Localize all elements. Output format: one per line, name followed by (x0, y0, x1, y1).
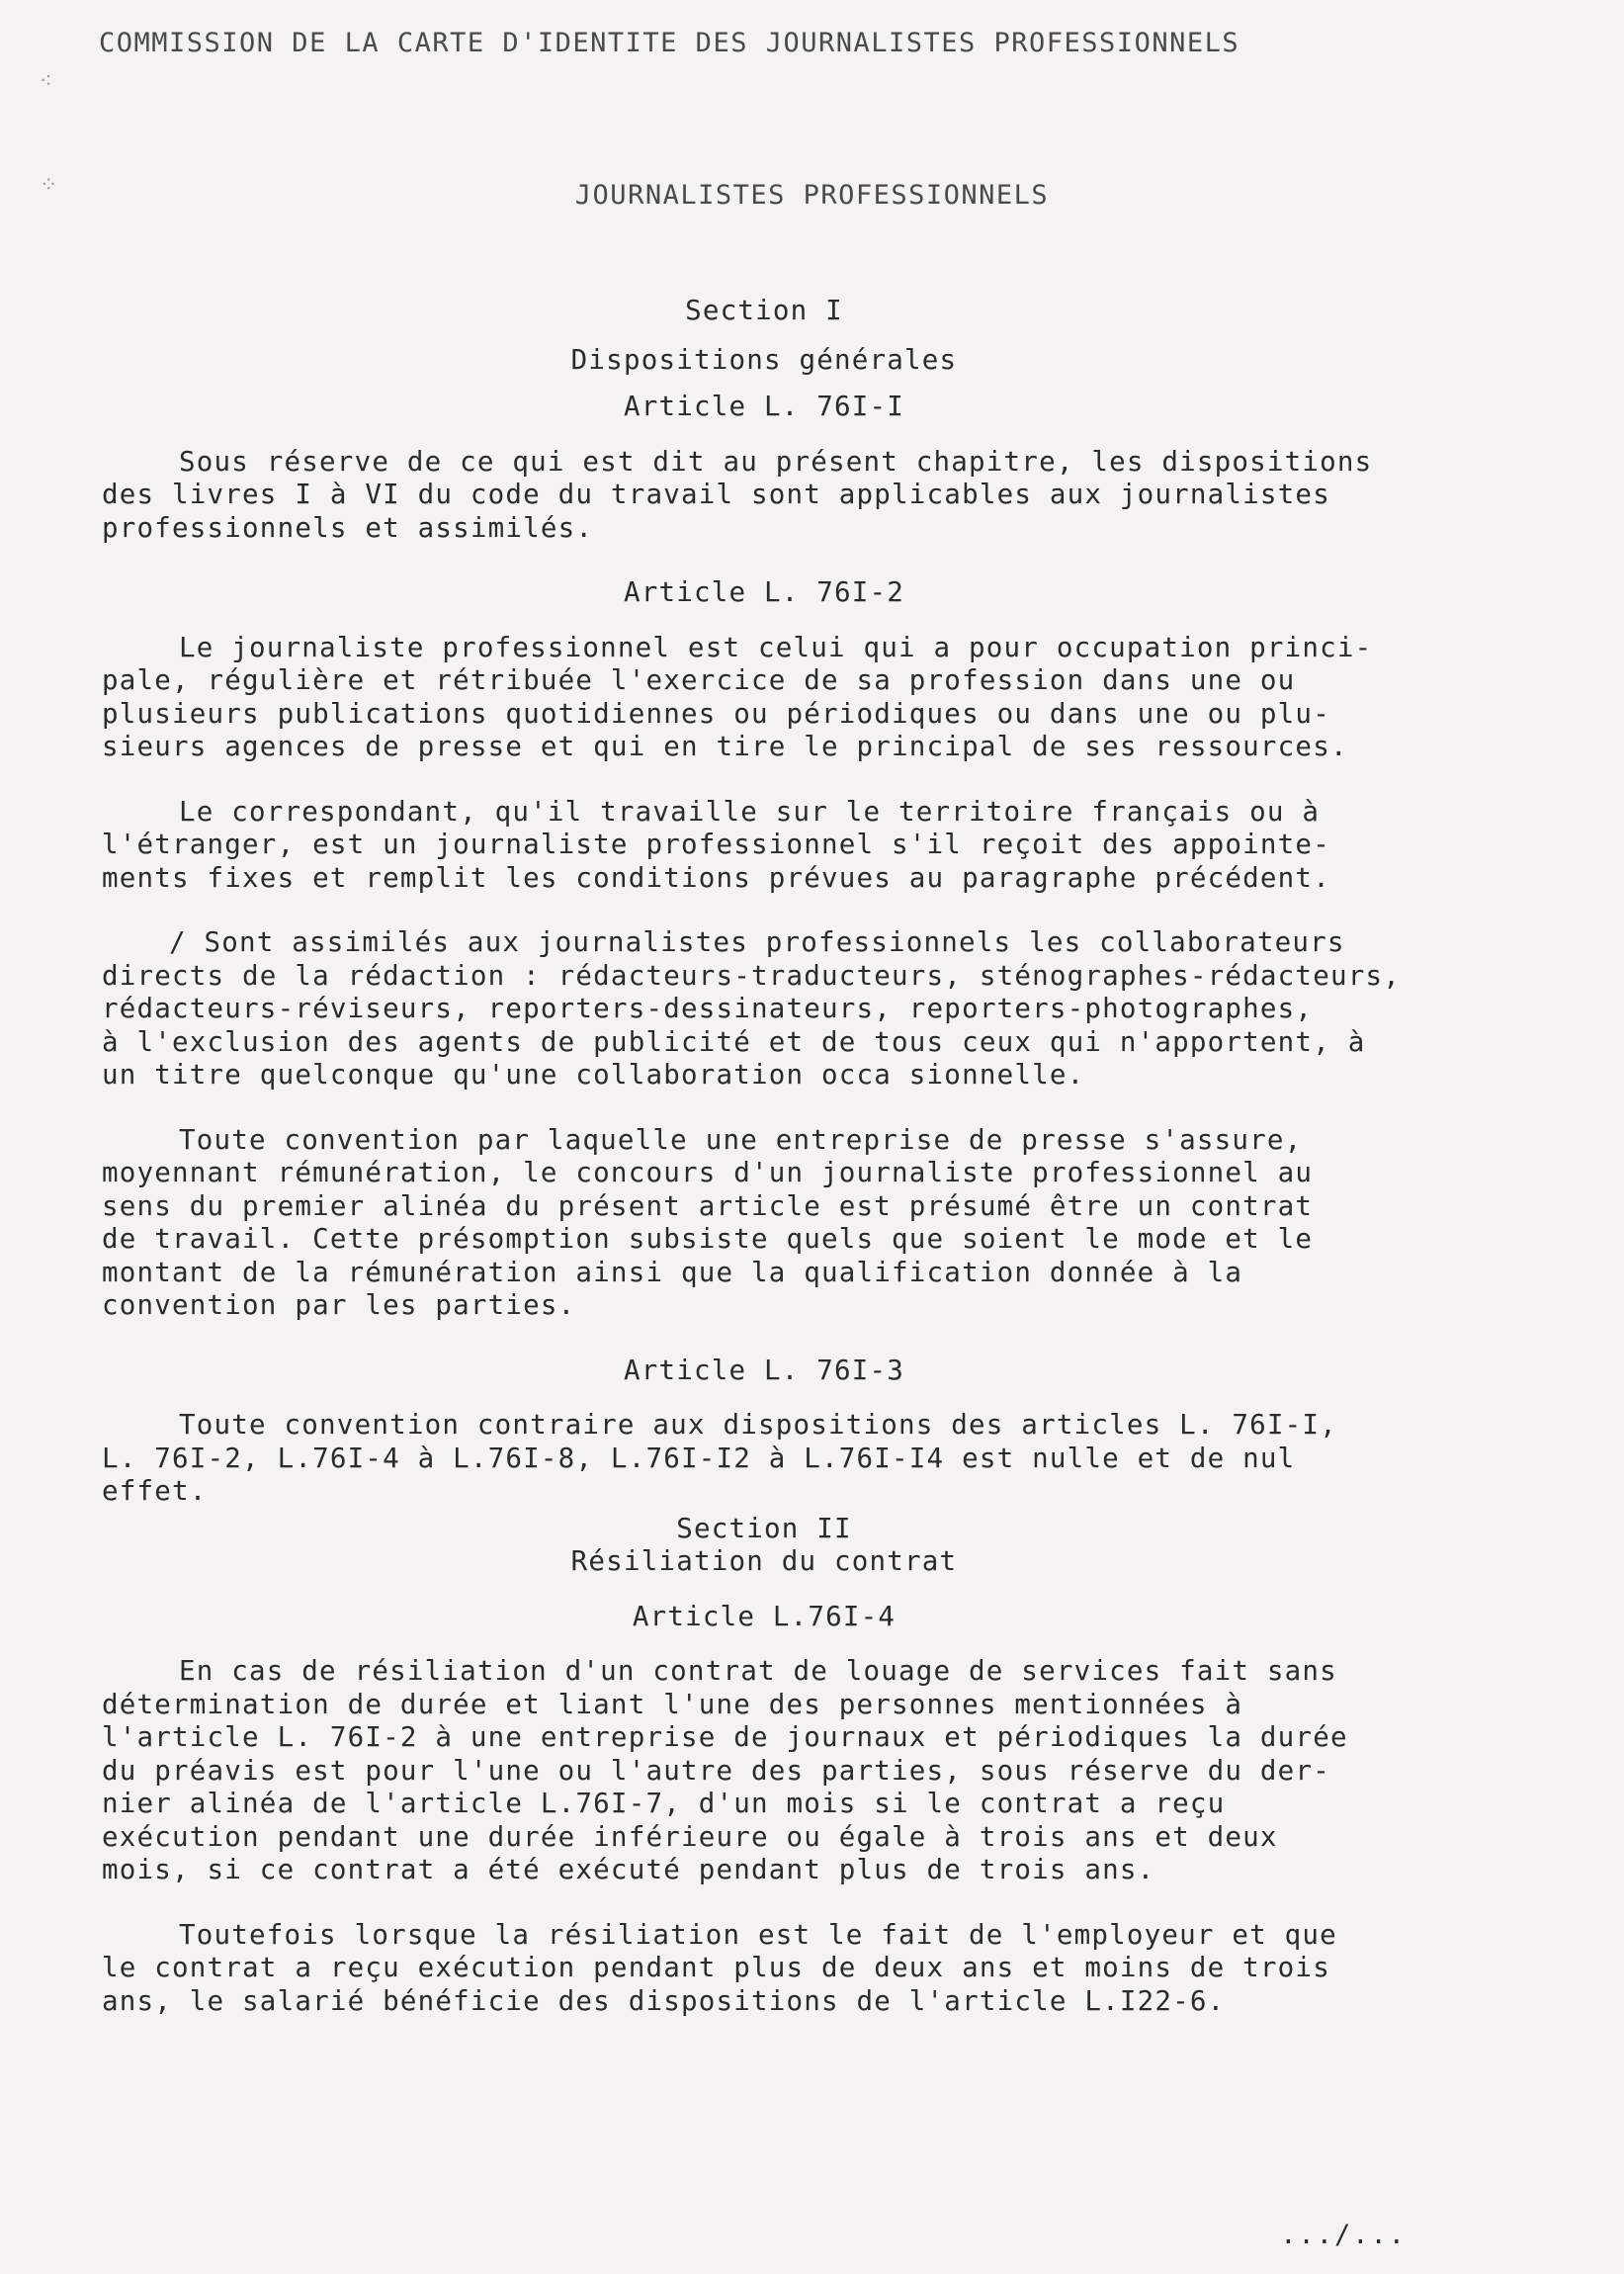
continued-marker: .../... (1280, 2220, 1407, 2250)
section-1-title: Dispositions générales (570, 343, 958, 376)
article-4-heading: Article L.76I-4 (632, 1600, 897, 1632)
document-title: JOURNALISTES PROFESSIONNELS (574, 180, 1050, 211)
article-1-heading: Article L. 76I-I (623, 391, 905, 422)
section-2-label: Section II (676, 1512, 852, 1544)
margin-mark: ⁘ (40, 173, 58, 198)
document-body (102, 287, 1535, 2050)
section-1-label: Section I (685, 295, 843, 326)
article-2-paragraph-2: Le correspondant, qu'il travaille sur le territoire français ou à l'étranger, est un journaliste professionnel s'il reçoit des appointe- ments fixes et remplit les conditions prévues au paragraphe précédent. (102, 795, 1330, 894)
document-header: COMMISSION DE LA CARTE D'IDENTITE DES JOURNALISTES PROFESSIONNELS (99, 28, 1240, 58)
section-2-title: Résiliation du contrat (570, 1545, 958, 1577)
article-3-paragraph-1: Toute convention contraire aux dispositions des articles L. 76I-I, L. 76I-2, L.76I-4 à L.76I-8, L.76I-I2 à L.76I-I4 est nulle et de nul effet. (102, 1409, 1337, 1507)
article-2-paragraph-3: / Sont assimilés aux journalistes professionnels les collaborateurs directs de la rédaction : rédacteurs-traducteurs, sténographes-rédacteurs, rédacteurs-réviseurs, reporters-dessinateurs, reporters-photographes, à l'exclusion des agents de publicité et de tous ceux qui n'apportent, à un titre quelconque qu'une collaboration occa sionnelle. (102, 926, 1401, 1091)
article-4-paragraph-1: En cas de résiliation d'un contrat de louage de services fait sans détermination de durée et liant l'une des personnes mentionnées à l'article L. 76I-2 à une entreprise de journaux et périodiques la durée du préavis est pour l'une ou l'autre des parties, sous réserve du der- nier alinéa de l'article L.76I-7, d'un mois si le contrat a reçu exécution pendant une durée inférieure ou égale à trois ans et deux mois, si ce contrat a été exécuté pendant plus de trois ans. (102, 1655, 1348, 1885)
margin-mark: ⁖ (40, 69, 52, 94)
article-4-paragraph-2: Toutefois lorsque la résiliation est le fait de l'employeur et que le contrat a reçu exécution pendant plus de deux ans et moins de trois ans, le salarié bénéficie des dispositions de l'article L.I22-6. (102, 1918, 1337, 2017)
article-2-paragraph-1: Le journaliste professionnel est celui qui a pour occupation princi- pale, régulière et rétribuée l'exercice de sa profession dans une ou plusieurs publications quotidiennes ou périodiques ou dans une ou plu- sieurs agences de presse et qui en tire le principal de ses ressources. (102, 631, 1373, 762)
article-1-paragraph-1: Sous réserve de ce qui est dit au présent chapitre, les dispositions des livres I à VI du code du travail sont applicables aux journalistes professionnels et assimilés. (102, 445, 1373, 544)
article-3-heading: Article L. 76I-3 (623, 1354, 905, 1386)
article-2-heading: Article L. 76I-2 (623, 576, 905, 608)
article-2-paragraph-4: Toute convention par laquelle une entreprise de presse s'assure, moyennant rémunération, le concours d'un journaliste professionnel au sens du premier alinéa du présent article est présumé être un contrat de travail. Cette présomption subsiste quels que soient le mode et le montant de la rémunération ainsi que la qualification donnée à la convention par les parties. (102, 1123, 1314, 1321)
